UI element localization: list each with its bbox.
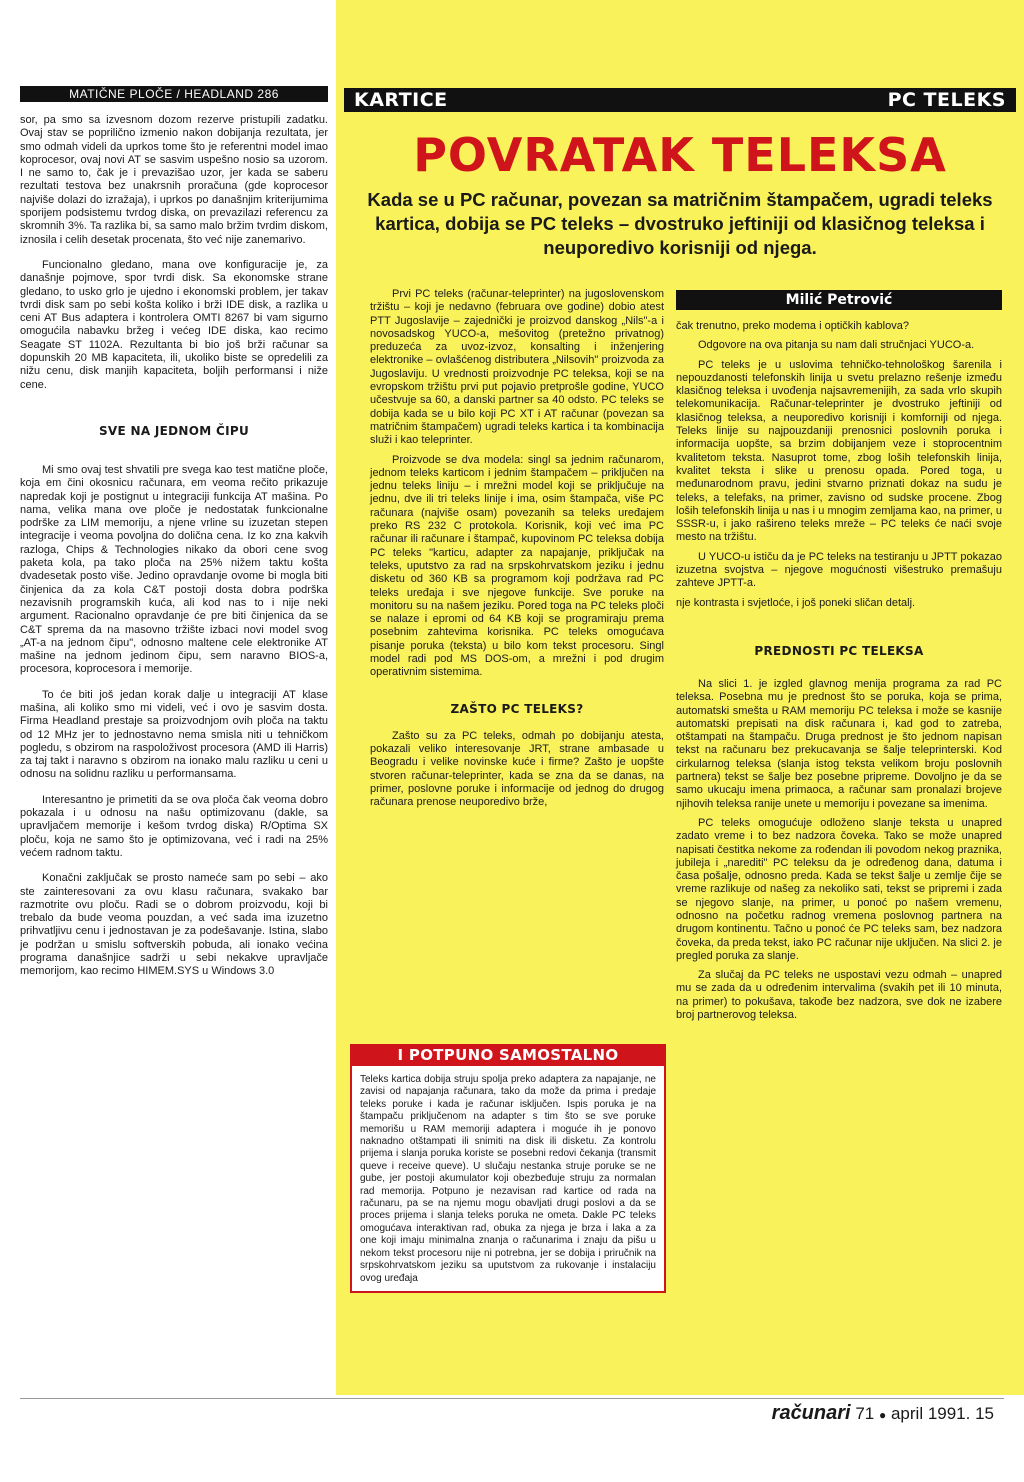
left-column [20,86,328,1386]
section-header-bar [344,88,1016,112]
paragraph: PC teleks omogućuje odloženo slanje teksta u unapred zadato vreme i to bez nadzora čoveka. Tako se može unapred napisati čestitka nekome za rođendan ili povodom nekog praznika, jubileja i „narediti" PC teleksu da je određenog dana, datuma i časa pošalje, odnosno preda. Kada se tekst šalje u zemlje čije se vreme razlikuje od našeg za nekoliko sati, tekst se pripremi i zada se njegovo slanje, na primer, u ponoć po našem vremenu, odnosno na početku radnog vremena poslovnog partnera na drugom kontinentu. Tačno u ponoć će PC teleks sam, bez nadzora čoveka, da preda tekst, iako PC računar nije uključen. Na slici 2. je pregled poruka za slanje. [676,816,1002,962]
paragraph: čak trenutno, preko modema i optičkih kablova? [676,320,909,332]
paragraph: Konačni zaključak se prosto nameće sam po sebi – ako ste zainteresovani za ovu klasu računara, svakako bar razmotrite ovu ploču. Radi se o dobrom proizvodu, koji bi trebalo da bude veoma pouzdan, a već sada ima izuzetno prihvatljivu cenu i jednostavan je za podešavanje. Istina, slabo je podržan u smislu softverskih pobuda, ali ionako većina programa današnjice sadrži u sebi nekakve upravljače memorijom, kao recimo HIMEM.SYS u Windows 3.0 [20,872,328,978]
bullet-separator: ● [878,1408,887,1422]
paragraph: Funcionalno gledano, mana ove konfiguracije je, za današnje pojmove, spor tvrdi disk. Sa ekonomske strane gledano, to usko grlo je ujedno i ekonomski problem, jer takav tvrdi disk sam po sebi košta koliko i brži IDE disk, a razlika u ceni AT Bus adaptera i kontrolera OMTI 8267 bi vam sigurno omogućila nabavku bržeg i većeg IDE diska, kao recimo Seagate ST 1102A. Rezultanta bi bio još brži računar sa dopunskih 20 MB kapaciteta, ili, ukoliko biste se opredelili za nižu cenu, disk manjih kapaciteta, boljih performansi i niže cene. [20,258,328,391]
paragraph: Za slučaj da PC teleks ne uspostavi vezu odmah – unapred mu se zada da u određenim intervalima (svakih pet ili 10 minuta, na primer) to pokušava, takođe bez nadzora, sve dok ne izabere broj partnerovog teleksa. [676,969,1002,1022]
paragraph: nje kontrasta i svjetloće, i još poneki sličan detalj. [676,596,916,609]
paragraph: PC teleks je u uslovima tehničko-tehnološkog šarenila i nepouzdanosti telefonskih linija u svetu prelazno rešenje između klasičnog teleksa i uvođenja najsavremenijih, za sada vrlo skupih telekomunikacija. Računar-teleprinter je dvostruko jeftiniji od klasičnog teleksa, a neuporedivo korisniji i komforniji od njega. Teleks linije su najpouzdaniji prenosnici poslovnih poruka i informacija uopšte, sa brzim dobijanjem veze i stoprocentnim kvalitetom teksta. Nasuprot tome, zbog loših telefonskih linija, kvalitet teksta i slike u prenosu opada. Pored toga, u međunarodnom pravu, jedini stvarno priznati dokaz na sudu je teleks, a telefaks, na primer, zavisno od sudske procene. Zbog loših telefonskih linija u nas i u mnogim zemljama kao, na primer, u SSSR-u, i jako rašireno teleks mreže – PC teleks će naći svoje mesto na tržištu. [676,358,1002,544]
box-body: Teleks kartica dobija struju spolja preko adaptera za napajanje, ne zavisi od napajanja računara, tako da može da prima i predaje teleks poruke i kada je računar isključen. Ispis poruka je na štampaču priključenom na adapter s tim što se sve poruke memorišu u RAM memoriji adaptera i moguće ih je ponovo naknadno otštampati ili snimiti na disk ili disketu. Za kontrolu prijema i slanja poruka koriste se posebni redovi čekanja (transmit queve i receive queve). U slučaju nestanka struje poruke se ne gube, jer postoji akumulator koji obezbeđuje struju za normalan rad memorija. Potpuno je nezavisan rad kartice od rada na računaru, pa se na njemu mogu obavljati drugi poslovi a da se proces prijema i slanja teleks poruka ne ometa. Dakle PC teleks omogućava interaktivan rad, obuka za njega je brza i laka a za one koji imaju minimalna znanja o računarima i znaju da pišu u nekom tekst procesoru nije ni potrebna, jer se dobija i priručnik na srpskohrvatskom jeziku sa uputstvom za rukovanje i instalaciju ovog uređaja [350,1066,666,1293]
subheading-mid: ZAŠTO PC TELEKS? [450,701,584,716]
headline: POVRATAK TELEKSA [413,128,947,182]
issue-number: 71 [855,1404,875,1423]
paragraph: Proizvode se dva modela: singl sa jednim računarom, jednom teleks karticom i jednim štampačem – priključen na jednu teleks liniju – i mrežni model koji se priključuje na jednu, dve ili tri teleks linije i ima, osim štampača, više PC računara (najviše osam) povezanih sa teleks uređajem preko RS 232 C protokola. Korisnik, koji već ima PC računar ili računare i štampač, kupovinom PC teleksa dobija PC teleks "karticu, adapter za napajanje, priključak na teleks, uputstvo za rad na srpskohrvatskom jeziku i jednu disketu od 360 KB sa programom koji podržava rad PC teleks uređaja i sve njegove funkcije. Sve poruke na monitoru su na našem jeziku. Pored toga na PC teleks ploči se nalaze i epromi od 64 KB koji se programiraju prema posebnim zahtevima korisnika. PC teleks omogućava pisanje poruka (teksta) u bilo kom tekst procesoru. Singl model radi pod MS DOS-om, a mrežni i pod drugim operativnim sistemima. [370,453,664,679]
paragraph: Prvi PC teleks (računar-teleprinter) na jugoslovenskom tržištu – koji je nedavno (februara ove godine) dobio atest PTT Jugoslavije – zajednički je proizvod danskog „Nils"-a i novosadskog YUCO-a, mešovitog (pretežno privatnog) preduzeća za uvoz-izvoz, konsalting i inženjering elektronike – ovlašćenog distributera „Nilsovih" proizvoda za Jugoslaviju. U vrednosti proizvodnje PC teleksa, koji se na evropskom tržištu prvi put pojavio pretprošle godine, YUCO učestvuje sa 60, a danski partner sa 40 odsto. PC teleks se dobija kada se u bilo koji PC XT i AT računar (povezan sa matričnim štampačem) ugradi teleks kartica i ta kombinacija služi i kao teleprinter. [370,288,664,447]
paragraph: Interesantno je primetiti da se ova ploča čak veoma dobro pokazala i u odnosu na našu optimizovanu (dakle, sa upravljačem memorije i kešom tvrdog diska) R/Optima SX ploču, koja ne samo što je optimizovana, već i radi na 25% većem radnom taktu. [20,793,328,859]
author-byline: Milić Petrović [676,290,1002,310]
magazine-name: računari [771,1402,851,1424]
box-title: I POTPUNO SAMOSTALNO [350,1044,666,1066]
paragraph: sor, pa smo sa izvesnom dozom rezerve pristupili zadatku. Ovaj stav se poprilično izmenio nakon dobijanja rezultata, jer smo odmah videli da uprkos tome što je referentni model imao koprocesor, ovaj novi AT se sasvim uspešno nosio sa uzorom. I ne samo to, čak je i prevazišao uzor, jer kada se saberu rezultati testova bez unakrsnih proračuna (gde koprocesor najviše dolazi do izražaja), i uprkos po današnjim kriterijumima sporijem podsistemu tvrdog diska, on prevazilazi referencu za skromnih 3%. Ta razlika bi, sa samo malo bržim tvrdim diskom, iznosila i celih desetak procenata, što već nije zanemarivo. [20,114,328,246]
paragraph: U YUCO-u ističu da je PC teleks na testiranju u JPTT pokazao izuzetna svojstva – njegove mogućnosti višestruko premašuju zahteve JPTT-a. [676,550,1002,590]
paragraph: To će biti još jedan korak dalje u integraciji AT klase mašina, ali koliko smo mi videli, već i ovo je sasvim dosta. Firma Headland prestaje sa proizvodnjom ovih ploča na taktu od 12 MHz jer to jednostavno nema smisla niti u tehničkom pogledu, s obzirom na raspoloživost procesora (AMD ili Harris) za taj takt i naravno s obzirom na ionako malu razliku u ceni u odnosu na solidnu razliku u performansama. [20,688,328,781]
date-and-page: april 1991. 15 [890,1404,994,1423]
article-area [336,0,1024,1395]
mid-body-1 [370,288,664,680]
paragraph: Mi smo ovaj test shvatili pre svega kao test matične ploče, koja em čini okosnicu računara, em veoma rečito prikazuje napredak koji je postignut u integraciji funkcija AT mašina. Po nama, velika mana ove ploče je nedostatak funkcionalne podrške za LIM memoriju, a njene vrline su izuzetan stepen integracije i veoma povoljna do dolična cena. Iz ko zna kakvih razloga, Chips & Technologies nikako da obori cene svog paketa kola, pa tako ploča na 25% nižem taktu košta dvadesetak posto više. Jedino opravdanje ovome bi mogla biti činjenica da za kola C&T postoji dosta dobra podrška nezavisnih programskih kuća, ali kod nas to i nije neki argument. Racionalno opravdanje će pre biti činjenica da se C&T sprema da na masovno tržište izbaci novi model svog „AT-a na jednom čipu", odnosno maltene cele elektronike AT mašine na jednom jedinom čipu, sem naravno BIOS-a, procesora, koprocesora i memorije. [20,463,328,676]
section-label-pc-teleks: PC TELEKS [887,89,1006,111]
paragraph: Odgovore na ova pitanja su nam dali stručnjaci YUCO-a. [698,339,975,352]
subheading-right: PREDNOSTI PC TELEKSA [754,643,924,658]
paragraph: Zašto su za PC teleks, odmah po dobijanju atesta, pokazali veliko interesovanje JRT, strane ambasade u Beogradu i velike novinske kuće i firme? Zašto je uopšte stvoren računar-teleprinter, kada se zna da se danas, na primer, poslovne poruke i informacije od jednog do drugog računara prenose neuporedivo brže, [370,729,664,809]
right-body-2 [676,678,1002,1022]
middle-column [370,288,664,815]
lead-paragraph: Kada se u PC računar, povezan sa matričnim štampačem, ugradi teleks kartica, dobija se PC teleks – dvostruko jeftiniji od klasičnog teleksa i neuporedivo korisniji od njega. [367,189,993,258]
subheading-left: SVE NA JEDNOM ČIPU [98,423,249,438]
left-body-2 [20,464,328,979]
section-label-kartice: KARTICE [354,89,448,111]
sidebar-box [350,1044,666,1293]
right-column [676,290,1002,1028]
left-body-1 [20,114,328,392]
paragraph: Na slici 1. je izgled glavnog menija programa za rad PC teleksa. Posebna mu je prednost što se poruka, koja se prima, automatski smešta u RAM memoriju PC teleksa i može se kasnije automatski prepisati na disk računara i, kad god to zatreba, otštampati na štampaču. Druga prednost je što jednom napisan tekst na računaru bez prekucavanja se šalje teleprinterski. Kod cirkularnog teleksa (slanja istog teksta velikom broju poslovnih partnera) tekst se šalje bez posebne pripreme. Dovoljno je da se samo ukucaju imena primaoca, a računar sam pronalazi brojeve njihovih teleksa ranije unete u memoriju i povezane sa imenima. [676,677,1002,810]
page-footer [772,1402,994,1425]
footer-rule [20,1398,1004,1399]
right-body-1 [676,320,1002,610]
mid-body-2 [370,730,664,810]
section-label-left: MATIČNE PLOČE / HEADLAND 286 [20,86,328,102]
